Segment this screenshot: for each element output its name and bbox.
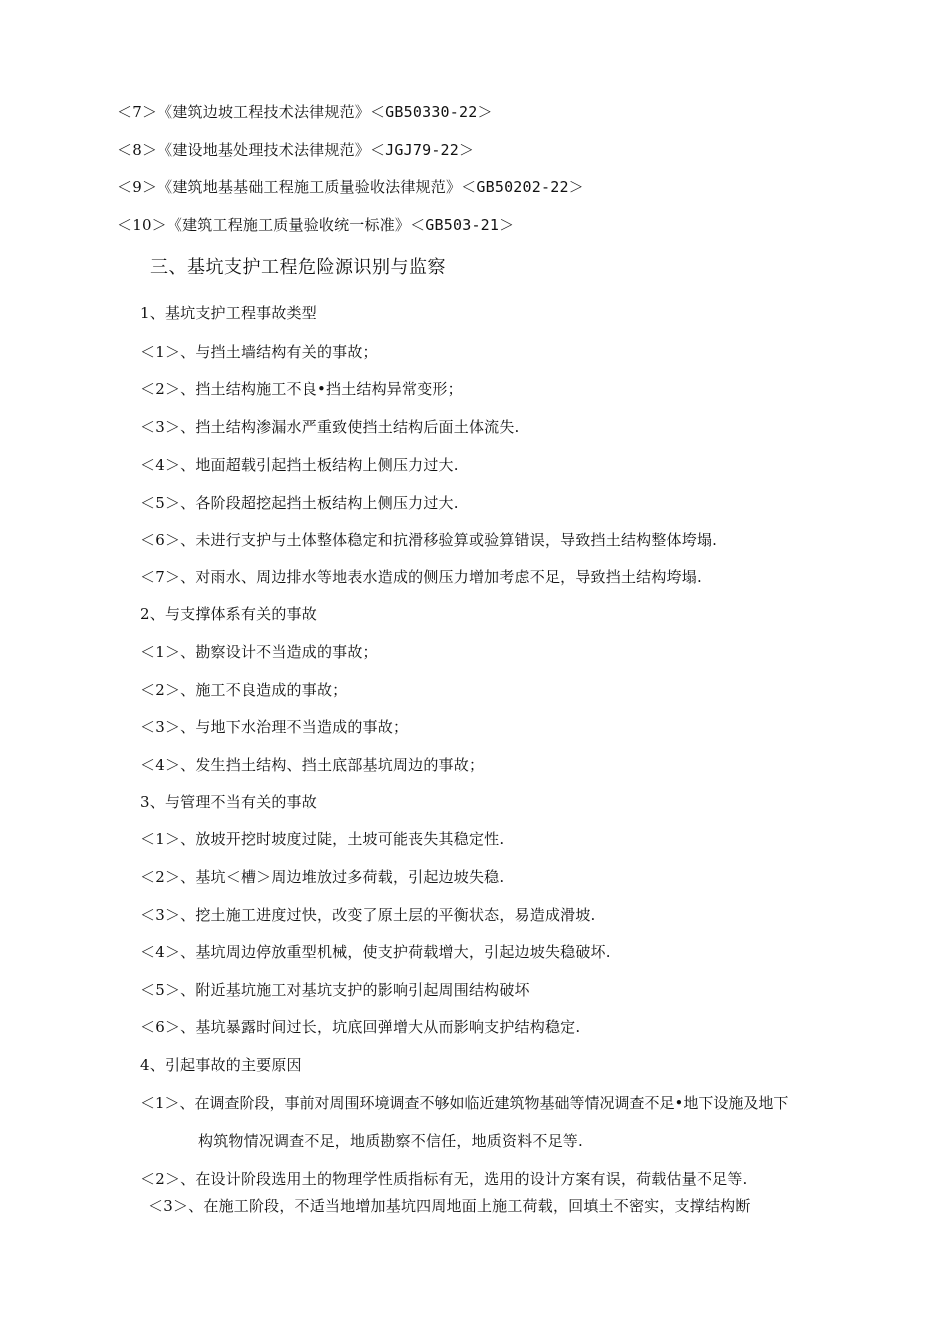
list-item: ＜6＞、未进行支护与土体整体稳定和抗滑移验算或验算错误，导致挡土结构整体垮塌. [140, 531, 718, 549]
ref-title: 《建设地基处理技术法律规范》 [157, 141, 370, 159]
list-item: ＜4＞、基坑周边停放重型机械，使支护荷载增大，引起边坡失稳破坏. [140, 943, 611, 961]
ref-title: 《建筑工程施工质量验收统一标准》 [166, 216, 411, 234]
ref-title: 《建筑地基基础工程施工质量验收法律规范》 [157, 178, 462, 196]
list-item: ＜1＞、勘察设计不当造成的事故； [140, 643, 378, 661]
list-item: ＜2＞、施工不良造成的事故； [140, 681, 348, 699]
list-item: ＜5＞、附近基坑施工对基坑支护的影响引起周围结构破坏 [140, 981, 530, 999]
list-item: ＜2＞、在设计阶段选用土的物理学性质指标有无，选用的设计方案有误，荷载估量不足等. [140, 1170, 748, 1188]
list-item: ＜3＞、挡土结构渗漏水严重致使挡土结构后面土体流失. [140, 418, 520, 436]
list-item: ＜4＞、地面超载引起挡土板结构上侧压力过大. [140, 456, 459, 474]
ref-title: 《建筑边坡工程技术法律规范》 [157, 103, 370, 121]
list-item: ＜2＞、挡土结构施工不良•挡土结构异常变形； [140, 380, 463, 398]
ref-number: ＜9＞ [117, 178, 158, 196]
subsection-heading-3: 3、与管理不当有关的事故 [140, 793, 317, 811]
list-item: ＜1＞、与挡土墙结构有关的事故； [140, 343, 378, 361]
ref-code: ＜JGJ79-22＞ [369, 141, 475, 159]
reference-8 [117, 140, 474, 160]
ref-code: ＜GB503-21＞ [410, 216, 515, 234]
list-item: ＜3＞、在施工阶段，不适当地增加基坑四周地面上施工荷载，回填土不密实，支撑结构断 [148, 1197, 751, 1215]
subsection-heading-4: 4、引起事故的主要原因 [140, 1056, 302, 1074]
list-item: ＜7＞、对雨水、周边排水等地表水造成的侧压力增加考虑不足，导致挡土结构垮塌. [140, 568, 702, 586]
ref-number: ＜10＞ [117, 216, 167, 234]
list-item: ＜1＞、在调查阶段，事前对周围环境调查不够如临近建筑物基础等情况调查不足•地下设施及地下 [140, 1094, 789, 1112]
section-title: 三、基坑支护工程危险源识别与监察 [150, 257, 446, 278]
list-item-continuation: 构筑物情况调查不足，地质勘察不信任，地质资料不足等. [198, 1132, 583, 1150]
reference-10 [117, 215, 514, 235]
ref-number: ＜7＞ [117, 103, 158, 121]
reference-7 [117, 102, 493, 122]
list-item: ＜6＞、基坑暴露时间过长，坑底回弹增大从而影响支护结构稳定. [140, 1018, 581, 1036]
list-item: ＜3＞、挖土施工进度过快，改变了原土层的平衡状态，易造成滑坡. [140, 906, 596, 924]
ref-code: ＜GB50202-22＞ [461, 178, 584, 196]
list-item: ＜2＞、基坑＜槽＞周边堆放过多荷载，引起边坡失稳. [140, 868, 505, 886]
list-item: ＜1＞、放坡开挖时坡度过陡，土坡可能丧失其稳定性. [140, 830, 505, 848]
subsection-heading-1: 1、基坑支护工程事故类型 [140, 304, 317, 322]
ref-code: ＜GB50330-22＞ [369, 103, 493, 121]
list-item: ＜4＞、发生挡土结构、挡土底部基坑周边的事故； [140, 756, 485, 774]
subsection-heading-2: 2、与支撑体系有关的事故 [140, 605, 317, 623]
list-item: ＜5＞、各阶段超挖起挡土板结构上侧压力过大. [140, 494, 459, 512]
reference-9 [117, 177, 584, 197]
ref-number: ＜8＞ [117, 141, 158, 159]
list-item: ＜3＞、与地下水治理不当造成的事故； [140, 718, 409, 736]
